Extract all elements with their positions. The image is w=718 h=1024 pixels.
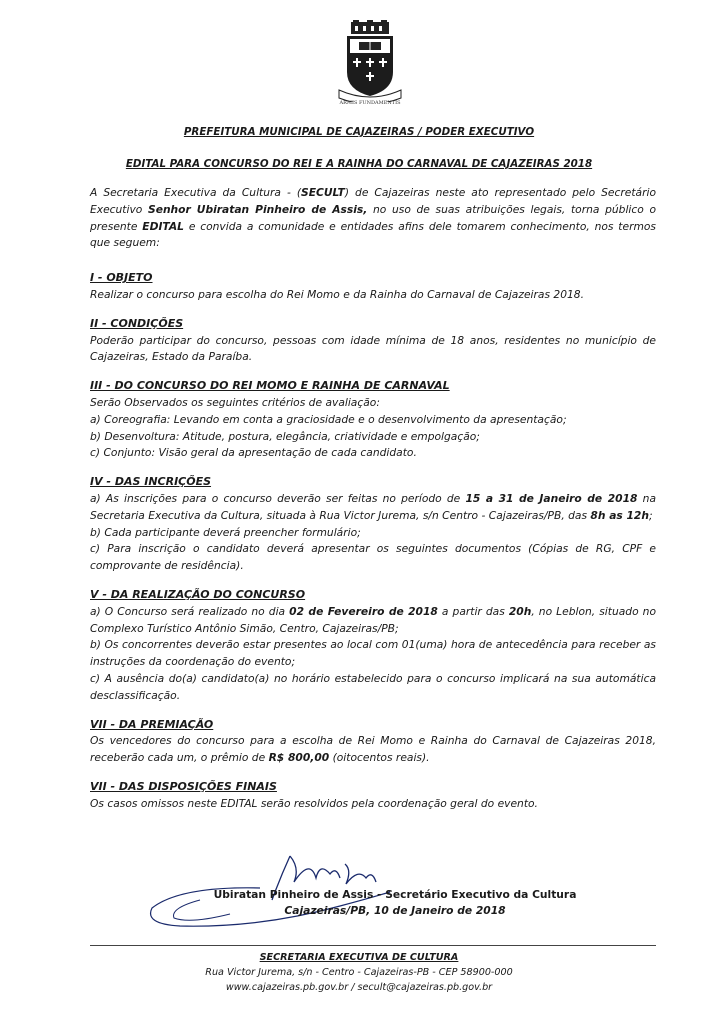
section-concurso [90,378,656,462]
item-emphasis: 02 de Fevereiro de 2018 [289,604,438,618]
prize-amount: R$ 800,00 [268,751,330,765]
intro-text: A Secretaria Executiva da Cultura - ( [90,186,301,199]
section-text: Os casos omissos neste EDITAL serão resolvidos pela coordenação geral do evento. [90,796,538,810]
item-emphasis: 20h [508,604,532,618]
section-inscricoes [90,474,656,575]
item-text: na Secretaria Executiva da Cultura, situada à Rua Victor Jurema, s/n Centro - Cajazeiras/PB, das [90,491,656,522]
item-emphasis: 8h as 12h [590,508,649,522]
section-title: VII - DA PREMIAÇÃO [90,717,214,731]
criteria-item: b) Desenvoltura: Atitude, postura, elegância, criatividade e empolgação; [90,429,480,443]
document-title: EDITAL PARA CONCURSO DO REI E A RAINHA DO CARNAVAL DE CAJAZEIRAS 2018 [125,158,593,170]
document-body [90,185,656,813]
item-emphasis: 15 a 31 de Janeiro de 2018 [465,491,638,505]
intro-emphasis: EDITAL [142,219,184,233]
inscricoes-item-b: b) Cada participante deverá preencher formulário; [90,525,361,539]
criteria-intro: Serão Observados os seguintes critérios de avaliação: [90,395,380,409]
section-title: I - OBJETO [90,271,153,285]
section-title: III - DO CONCURSO DO REI MOMO E RAINHA DE CARNAVAL [90,379,450,393]
section-title: IV - DAS INCRIÇÕES [90,475,212,489]
crest-motto: ARMIS FUNDAMENTIS [339,100,401,106]
footer-address: Rua Victor Jurema, s/n - Centro - Cajazeiras-PB - CEP 58900-000 [205,967,513,978]
footer [0,950,718,995]
section-title: VII - DAS DISPOSIÇÕES FINAIS [90,779,277,793]
section-realizacao [90,587,656,705]
section-disposicoes-finais [90,779,656,813]
inscricoes-item-a [90,491,656,525]
criteria-item: c) Conjunto: Visão geral da apresentação de cada candidato. [90,446,417,460]
item-text: ; [648,508,653,522]
signature-block [190,887,600,919]
item-text: a) O Concurso será realizado no dia [90,604,290,618]
intro-paragraph [90,185,656,252]
realizacao-item-a [90,604,656,638]
item-text: Os vencedores do concurso para a escolha de Rei Momo e Rainha do Carnaval de Cajazeiras 2018, receberão cada um, o prêmio de [90,734,656,765]
section-title: II - CONDIÇÕES [90,316,184,330]
intro-text: e convida a comunidade e entidades afins dele tomarem conhecimento, nos termos que seguem: [90,219,656,250]
signature-date: Cajazeiras/PB, 10 de Janeiro de 2018 [284,904,506,917]
item-text: a) As inscrições para o concurso deverão ser feitas no período de [90,491,466,505]
intro-emphasis: Senhor Ubiratan Pinheiro de Assis, [148,202,368,216]
section-text: Realizar o concurso para escolha do Rei Momo e da Rainha do Carnaval de Cajazeiras 2018. [90,287,585,301]
coat-of-arms-icon [337,20,403,112]
section-condicoes [90,316,656,366]
footer-department: SECRETARIA EXECUTIVA DE CULTURA [259,952,459,963]
item-text: a partir das [437,604,509,618]
item-text: (oitocentos reais). [329,751,430,765]
organization-header: PREFEITURA MUNICIPAL DE CAJAZEIRAS / PODER EXECUTIVO [183,126,535,138]
item-text: , no Leblon, situado no Complexo Turístico Antônio Simão, Centro, Cajazeiras/PB; [90,604,656,635]
intro-text: ) de Cajazeiras neste ato representado pelo Secretário Executivo [90,186,656,216]
inscricoes-item-c: c) Para inscrição o candidato deverá apresentar os seguintes documentos (Cópias de RG, CPF e comprovante de residência). [90,542,656,573]
intro-emphasis: SECULT [301,186,345,199]
section-premiacao [90,717,656,767]
premiacao-text [90,733,656,767]
criteria-item: a) Coreografia: Levando em conta a graciosidade e o desenvolvimento da apresentação; [90,412,567,426]
section-text: Poderão participar do concurso, pessoas com idade mínima de 18 anos, residentes no município de Cajazeiras, Estado da Paraíba. [90,333,656,364]
intro-text: no uso de suas atribuições legais, torna público o presente [90,202,656,233]
realizacao-item-b: b) Os concorrentes deverão estar presentes ao local com 01(uma) hora de antecedência para receber as instruções da coordenação do evento; [90,638,656,669]
realizacao-item-c: c) A ausência do(a) candidato(a) no horário estabelecido para o concurso implicará na sua automática desclassificação. [90,671,656,702]
section-objeto [90,270,656,304]
section-title: V - DA REALIZAÇÃO DO CONCURSO [90,587,306,601]
footer-contact: www.cajazeiras.pb.gov.br / secult@cajazeiras.pb.gov.br [225,982,493,993]
signatory-name: Ubiratan Pinheiro de Assis - Secretário Executivo da Cultura [213,888,577,901]
footer-divider [90,945,656,946]
